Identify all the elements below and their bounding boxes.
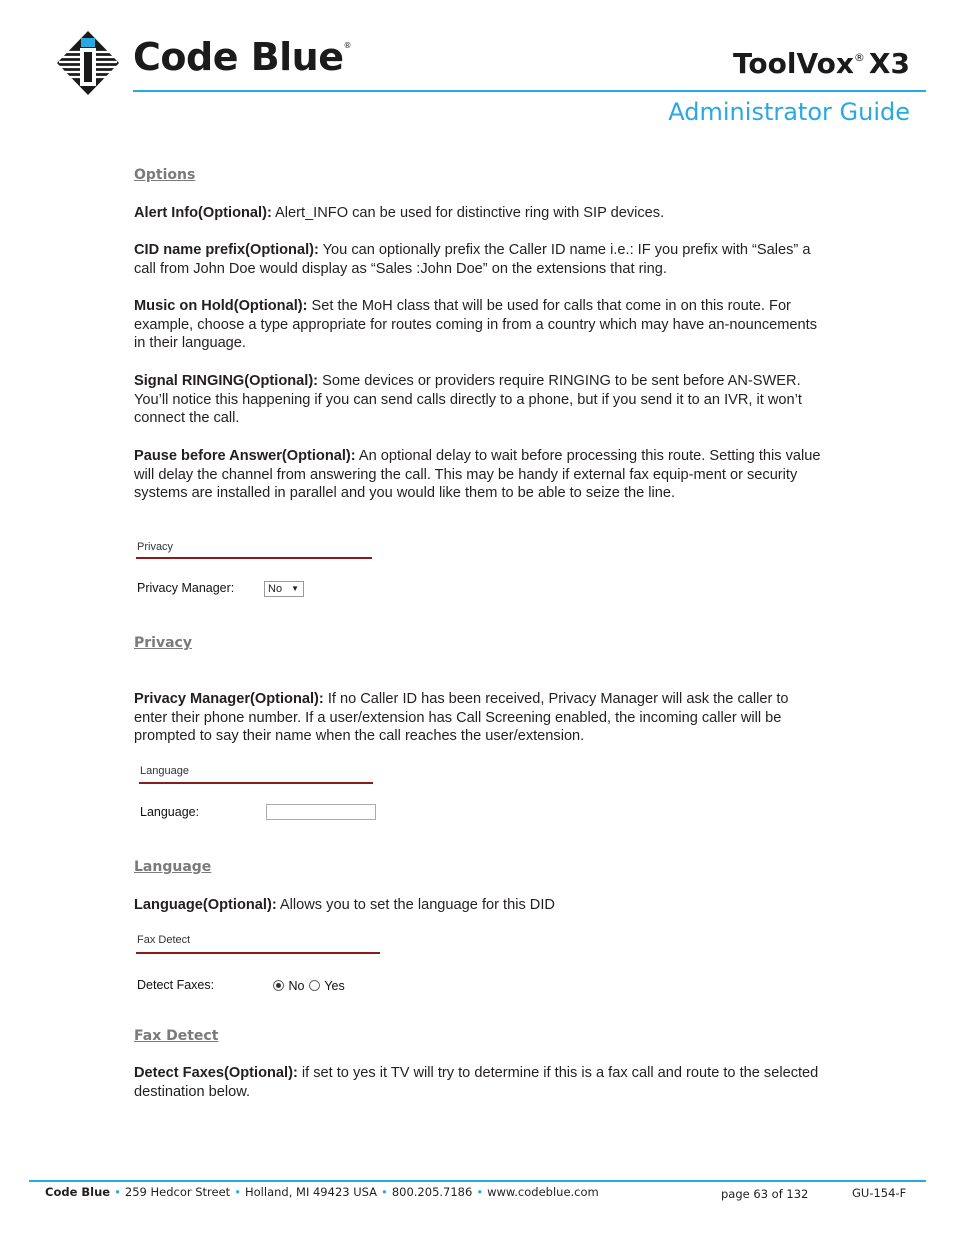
section-heading-options: Options [134,167,196,183]
privacy-form-title: Privacy [137,541,174,553]
language-form-divider [139,782,373,784]
term-description: Allows you to set the language for this DID [276,897,555,913]
footer-phone: 800.205.7186 [391,1185,473,1199]
detect-faxes-radio-group [273,977,345,995]
term-description: Set the MoH class that will be used for calls that come in on this route. For example, choose a type appropriate for routes coming in from a country which may have an-nouncements in their language. [134,298,818,352]
term-description: if set to yes it TV will try to determine if this is a fax call and route to the selected destination below. [134,1065,819,1100]
term-label: Detect Faxes(Optional): [134,1065,298,1081]
privacy-manager-description [134,690,824,746]
privacy-form-divider [136,557,372,559]
detect-faxes-label: Detect Faxes: [137,978,215,992]
term-label: Language(Optional): [134,897,277,913]
detect-faxes-radio-yes[interactable] [309,980,320,991]
code-blue-logo-icon [56,30,120,96]
option-cid-name-prefix [134,241,824,278]
brand-name: Code Blue [133,35,344,79]
footer-address: 259 Hedcor Street [124,1185,231,1199]
section-heading-fax-detect: Fax Detect [134,1028,219,1044]
detect-faxes-option-no: No [288,978,305,993]
term-label: Pause before Answer(Optional): [134,448,356,464]
header-divider [133,90,926,92]
product-registered-mark: ® [853,51,865,64]
term-label: Music on Hold(Optional): [134,298,308,314]
term-label: Signal RINGING(Optional): [134,373,319,389]
footer-brand: Code Blue [45,1185,111,1199]
term-description: If no Caller ID has been received, Privacy Manager will ask the caller to enter their phone number. If a user/extension has Call Screening enabled, the incoming caller will be prompted to say their name when the call reaches the user/extension. [134,691,789,745]
language-description [134,896,824,915]
footer-divider [29,1180,926,1182]
product-title [733,47,910,80]
option-signal-ringing [134,372,824,428]
language-label: Language: [140,805,200,819]
footer-website[interactable]: www.codeblue.com [487,1185,599,1199]
section-heading-language: Language [134,859,212,875]
term-description: Some devices or providers require RINGING to be sent before AN-SWER. You’ll notice this happening if you can send calls directly to a phone, but if you send it to an IVR, it won’t connect the call. [134,373,802,427]
language-input[interactable] [266,804,376,820]
term-label: Privacy Manager(Optional): [134,691,324,707]
term-description: An optional delay to wait before processing this route. Setting this value will delay the channel from answering the call. This may be handy if external fax equip-ment or security systems are installed in parallel and you would like them to be able to seize the line. [134,448,821,502]
page-number: page 63 of 132 [721,1187,809,1201]
brand-wordmark [133,35,352,79]
term-label: CID name prefix(Optional): [134,242,319,258]
footer-separator: • [381,1185,388,1199]
chevron-down-icon: ▼ [291,584,299,593]
footer-city: Holland, MI 49423 USA [245,1185,378,1199]
footer-separator: • [234,1185,241,1199]
detect-faxes-radio-no[interactable] [273,980,284,991]
footer-separator: • [476,1185,484,1199]
term-label: Alert Info(Optional): [134,205,272,221]
fax-detect-form-divider [136,952,380,954]
section-heading-privacy: Privacy [134,635,192,651]
language-form-title: Language [140,765,189,777]
privacy-manager-select[interactable] [264,581,304,597]
product-model: X3 [868,47,910,80]
option-alert-info [134,204,824,223]
term-description: You can optionally prefix the Caller ID name i.e.: IF you prefix with “Sales” a call from John Doe would display as “Sales :John Doe” on the extensions that ring. [134,242,811,277]
privacy-manager-select-value: No [268,583,283,595]
term-description: Alert_INFO can be used for distinctive ring with SIP devices. [271,205,665,221]
document-id: GU-154-F [852,1186,907,1200]
guide-title: Administrator Guide [668,98,910,126]
privacy-manager-label: Privacy Manager: [137,581,235,595]
detect-faxes-option-yes: Yes [324,978,345,993]
detect-faxes-description [134,1064,824,1101]
brand-registered-mark: ® [343,41,352,50]
fax-detect-form-title: Fax Detect [137,934,191,946]
option-pause-before-answer [134,447,824,503]
product-name: ToolVox [733,47,854,80]
footer-separator: • [114,1185,121,1199]
option-music-on-hold [134,297,824,353]
footer-contact [45,1187,599,1199]
